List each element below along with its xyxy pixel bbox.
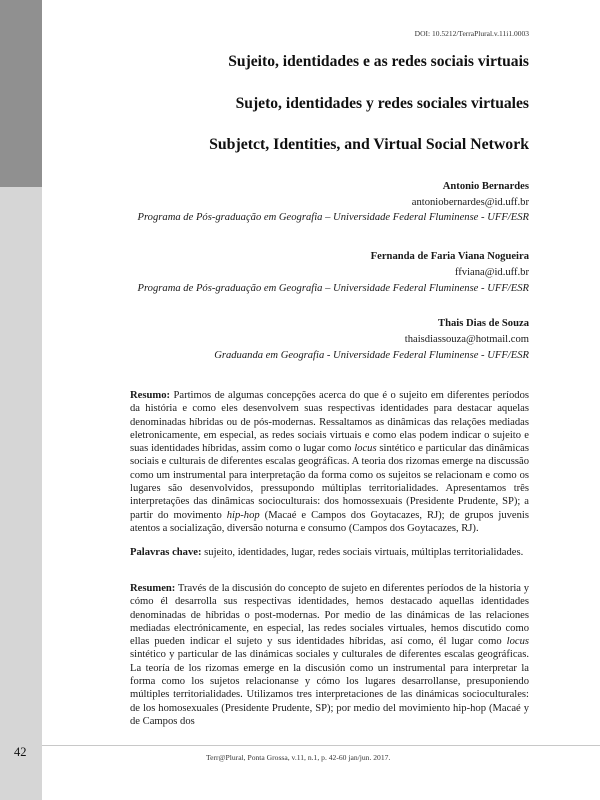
- author-name: Antonio Bernardes: [442, 181, 529, 192]
- abstract-text: Través de la discusión do concepto de sujeto en diferentes períodos de la historia y cómo él desarrolla sus respectivas identidades, hemos destacado aquellas identidades denominadas de híbridas o post-modernas. Por medio de las dinámicas de las relaciones mediadas electrónicamente, en especial, las redes sociales virtuales, hemos discutido como ellas pueden indicar el sujeto y sus identidades híbridas, así como, él lugar como: [130, 583, 529, 648]
- page-number: 42: [14, 745, 27, 759]
- author-email: thaisdiassouza@hotmail.com: [404, 334, 529, 345]
- abstract-italic: locus: [506, 636, 529, 648]
- left-margin-band-dark: [0, 0, 42, 187]
- abstract-text: sintético e particular das dinâmicas sociais e culturais de diferentes escalas geográficas. A teoria dos rizomas emerge na discussão como um instrumental para interpretação da forma como os sujeitos se relacionam e como os lugares são desenvolvidos, pressupondo múltiplas territorialidades. Apresentamos três interpretações das dinâmicas socioculturais: dos homossexuais (Presidente Prudente, SP); a partir do movimento: [130, 443, 529, 521]
- author-name: Fernanda de Faria Viana Nogueira: [370, 251, 529, 262]
- author-email: ffviana@id.uff.br: [454, 267, 529, 278]
- author-email: antoniobernardes@id.uff.br: [411, 197, 529, 208]
- footer-divider: [42, 745, 600, 746]
- author-name: Thais Dias de Souza: [438, 318, 529, 329]
- footer-citation: Terr@Plural, Ponta Grossa, v.11, n.1, p. 42-60 jan/jun. 2017.: [206, 753, 391, 762]
- author-affiliation: Programa de Pós-graduação em Geografia – Universidade Federal Fluminense - UFF/ESR: [137, 212, 529, 223]
- abstract-text: (Macaé e Campos dos Goytacazes, RJ); de grupos juvenis atentos a socialização, diversão noturna e consumo (Campos dos Goytacazes, RJ).: [130, 509, 529, 534]
- abstract-text: sintético y particular de las dinámicas sociales y culturales de diferentes escalas geográficas. La teoría de los rizomas emerge en la discusión como un instrumental para interpretar la forma como los sujetos relacionanse y cómo los lugares desarrollanse, presuponiendo múltiples territorialidades. Utilizamos tres interpretaciones de las dinámicas socioculturales: de los homosexuales (Presidente Prudente, SP); por medio del movimiento hip-hop (Macaé y de Campos dos: [130, 649, 529, 727]
- abstract-text: Partimos de algumas concepções acerca do que é o sujeito em diferentes períodos da história e como eles desenvolvem suas respectivas identidades para destacar aquelas denominadas híbridas ou de pós-modernas. Ressaltamos as dinâmicas das relações mediadas eletronicamente, em especial, as redes sociais virtuais e como elas podem indicar o sujeito e suas identidades híbridas, assim como o lugar como: [130, 390, 529, 455]
- keywords: [130, 546, 529, 559]
- abstract-italic: hip-hop: [226, 509, 260, 521]
- abstract-portuguese: [130, 389, 529, 535]
- keywords-label: Palavras chave:: [130, 547, 202, 558]
- abstract-italic: locus: [354, 443, 377, 455]
- keywords-text: sujeito, identidades, lugar, redes sociais virtuais, múltiplas territorialidades.: [201, 547, 524, 558]
- abstract-label: Resumen:: [130, 583, 176, 594]
- title-english: Subjetct, Identities, and Virtual Social Network: [209, 136, 529, 153]
- abstract-spanish: [130, 582, 529, 728]
- author-affiliation: Programa de Pós-graduação em Geografia – Universidade Federal Fluminense - UFF/ESR: [137, 283, 529, 294]
- title-spanish: Sujeto, identidades y redes sociales virtuales: [235, 95, 529, 112]
- doi: DOI: 10.5212/TerraPlural.v.11i1.0003: [414, 29, 529, 38]
- title-portuguese: Sujeito, identidades e as redes sociais virtuais: [228, 53, 529, 70]
- author-affiliation: Graduanda em Geografia - Universidade Federal Fluminense - UFF/ESR: [214, 350, 529, 361]
- abstract-label: Resumo:: [130, 390, 171, 401]
